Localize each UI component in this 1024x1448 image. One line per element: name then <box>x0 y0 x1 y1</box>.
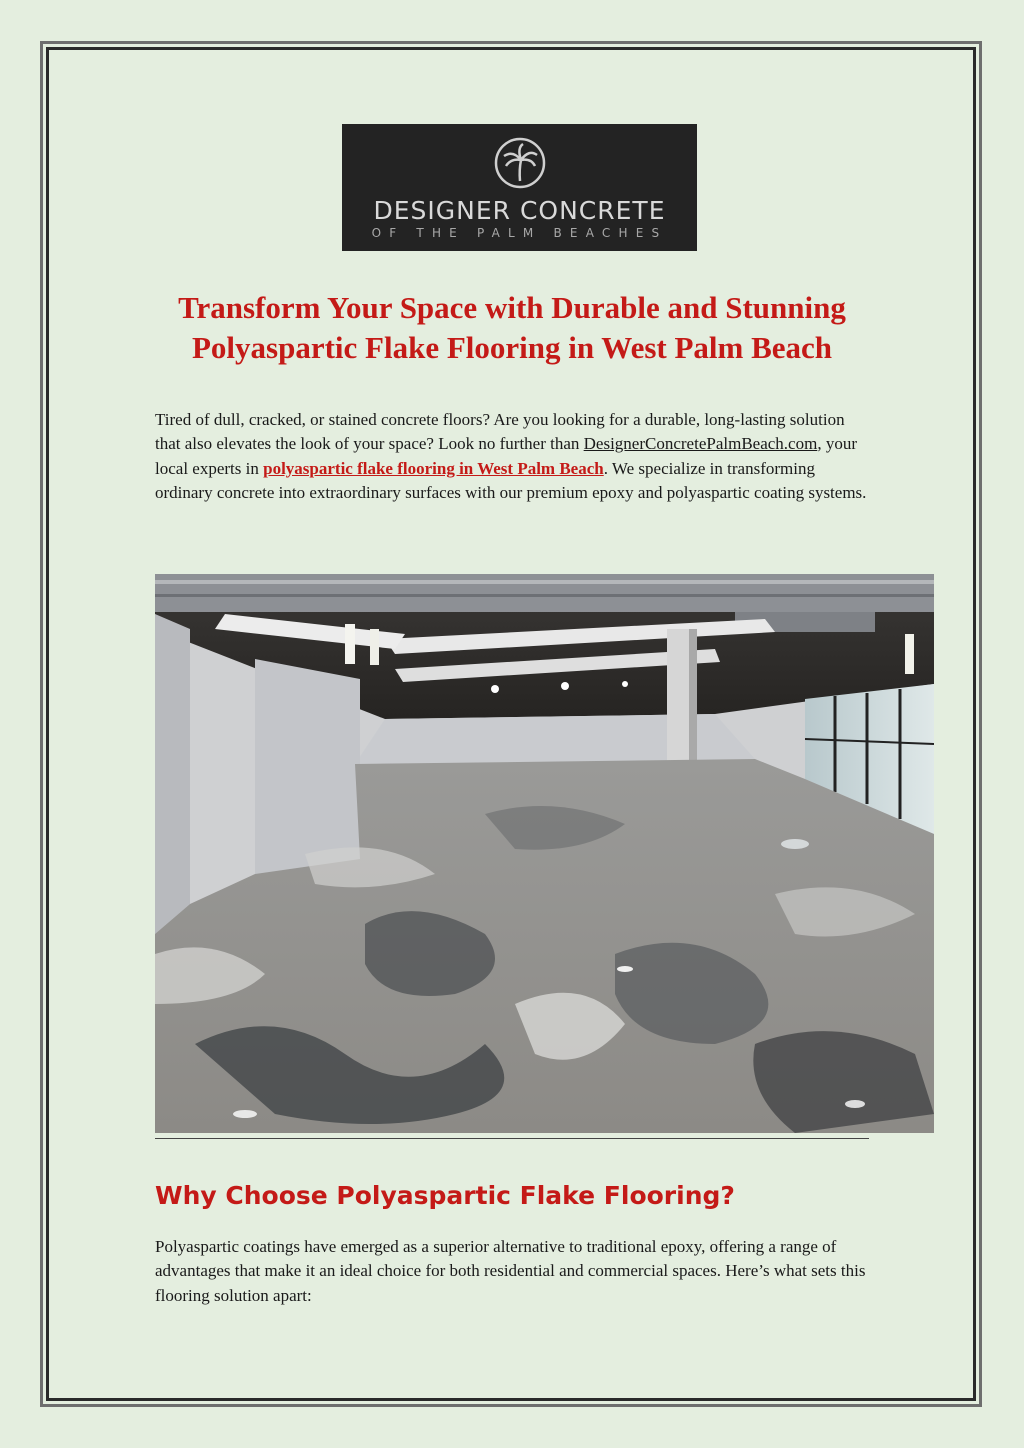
site-link[interactable]: DesignerConcretePalmBeach.com <box>583 434 818 454</box>
palm-tree-circle-icon <box>493 136 547 190</box>
floor-photo <box>155 574 934 1133</box>
logo-company-name: DESIGNER CONCRETE <box>373 196 666 225</box>
section-divider <box>155 1138 869 1139</box>
section-heading: Why Choose Polyaspartic Flake Flooring? <box>155 1181 735 1210</box>
logo-tagline: OF THE PALM BEACHES <box>371 226 668 240</box>
page-title: Transform Your Space with Durable and Stunning Polyaspartic Flake Flooring in West Palm Beach <box>178 290 846 365</box>
intro-text-start: Tired of dull, cracked, or stained concrete floors? Are you looking for a durable, long-lasting solution that also elevates the look of your space? Look no further than <box>155 410 845 454</box>
company-logo <box>342 124 697 251</box>
keyword-link[interactable]: polyaspartic flake flooring in West Palm Beach <box>263 458 604 478</box>
floor-photo-illustration <box>155 574 934 1133</box>
section-paragraph: Polyaspartic coatings have emerged as a superior alternative to traditional epoxy, offering a range of advantages that make it an ideal choice for both residential and commercial spaces. Here’s what sets this flooring solution apart: <box>155 1237 866 1305</box>
intro-text-end: . We specialize in transforming ordinary concrete into extraordinary surfaces with our premium epoxy and polyaspartic coating systems. <box>155 458 867 502</box>
intro-text-middle: , your local experts in <box>155 434 857 478</box>
intro-paragraph <box>155 408 871 505</box>
